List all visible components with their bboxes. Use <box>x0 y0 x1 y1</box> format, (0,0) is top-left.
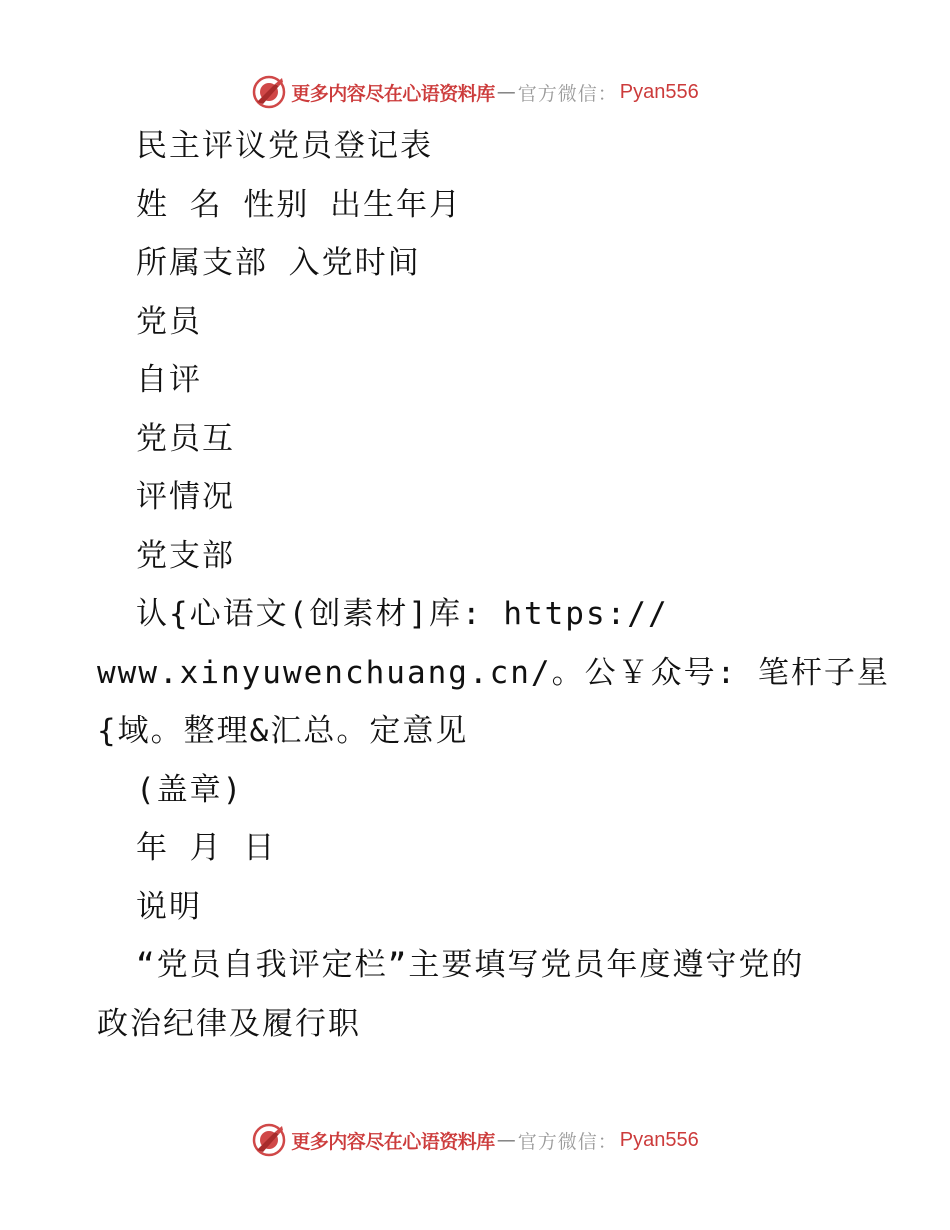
doc-line: 自评 <box>136 362 202 398</box>
document-body <box>97 117 890 1053</box>
watermark-official: 官方微信： <box>517 82 618 105</box>
footer-watermark <box>0 1120 950 1160</box>
doc-line: {域。整理&汇总。定意见 <box>97 713 469 749</box>
watermark-dash: — <box>496 1129 516 1151</box>
header-watermark <box>0 72 950 112</box>
doc-line: 姓 名 性别 出生年月 <box>136 186 462 223</box>
doc-line: 政治纪律及履行职 <box>97 1005 361 1042</box>
watermark-text: 更多内容尽在心语资料库 <box>291 82 495 105</box>
watermark-official: 官方微信： <box>517 1130 618 1153</box>
watermark-handle: Pyan556 <box>619 1128 699 1151</box>
doc-line: “党员自我评定栏”主要填写党员年度遵守党的 <box>136 947 805 983</box>
watermark-handle: Pyan556 <box>619 80 699 103</box>
pen-logo-icon <box>251 74 287 110</box>
watermark-text: 更多内容尽在心语资料库 <box>291 1130 495 1153</box>
doc-line: 评情况 <box>136 479 235 515</box>
pen-logo-icon <box>251 1122 287 1158</box>
doc-line: 党支部 <box>136 537 235 574</box>
doc-line: 年 月 日 <box>136 830 277 866</box>
watermark-dash: — <box>496 81 516 103</box>
doc-line: 说明 <box>136 888 202 925</box>
doc-line: 认{心语文(创素材]库: https:// <box>136 596 669 632</box>
doc-line: 党员 <box>136 303 202 340</box>
doc-line: 所属支部 入党时间 <box>136 245 421 281</box>
doc-line: 党员互 <box>136 420 235 457</box>
doc-line: (盖章) <box>136 771 244 808</box>
doc-line: www.xinyuwenchuang.cn/。公￥众号: 笔杆子星 <box>97 654 890 691</box>
doc-title: 民主评议党员登记表 <box>136 128 433 164</box>
